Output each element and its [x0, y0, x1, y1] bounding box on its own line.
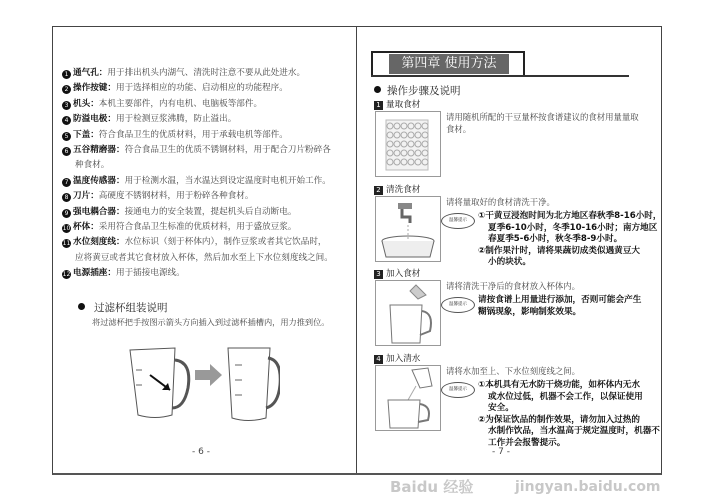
- tip-line: 工作并会报警提示。: [488, 437, 566, 448]
- chapter-title-box: [371, 51, 525, 77]
- step-title-text: 加入清水: [386, 354, 421, 364]
- tip-badge: 温馨提示: [441, 297, 475, 313]
- part-name: 机头：: [73, 98, 99, 109]
- part-description: 符合食品卫生的优质不锈钢材料，用于配合刀片粉碎各: [124, 145, 331, 155]
- tip-line: 或水位过低，机器不会工作，以保证使用: [488, 391, 643, 402]
- number-badge-icon: 3: [62, 101, 71, 110]
- step-3-text: 请将清洗干净后的食材放入杯体内。: [446, 281, 580, 291]
- part-item: [62, 143, 331, 158]
- step-4-illustration: [375, 365, 441, 431]
- tip-line: 安全。: [488, 403, 514, 413]
- part-name: 五谷精磨器：: [73, 145, 125, 155]
- number-badge-icon: 8: [62, 193, 71, 202]
- step-2-text: 请将量取好的食材清洗干净。: [446, 197, 555, 207]
- page-divider: [356, 26, 357, 473]
- number-badge-icon: 9: [62, 209, 71, 218]
- number-badge-icon: 1: [62, 70, 71, 79]
- filter-title-text: 过滤杯组装说明: [94, 302, 168, 314]
- part-description: 用于检测豆浆沸腾，防止溢出。: [115, 114, 237, 125]
- step-3-illustration: [375, 280, 441, 346]
- chapter-title: 第四章 使用方法: [389, 54, 509, 74]
- watermark-brand: Baidu 经验: [390, 478, 474, 496]
- part-item: [62, 189, 254, 204]
- part-description: 接通电力的安全装置，提起机头后自动断电。: [124, 206, 297, 217]
- part-description: 用于排出机头内湖气、清洗时注意不要从此处进水。: [107, 68, 306, 78]
- tip-line: 夏季6-10小时，冬季10-16小时；南方地区: [488, 222, 658, 233]
- tip-line: 请按食谱上用量进行添加，否则可能会产生: [478, 295, 642, 305]
- part-description: 采用符合食品卫生标准的优质材料，用于盛放豆浆。: [98, 222, 297, 232]
- part-name: 操作按键：: [73, 83, 116, 94]
- part-item: [62, 235, 327, 250]
- bullet-icon: [374, 86, 381, 93]
- section-title-text: 操作步骤及说明: [387, 85, 461, 97]
- number-badge-icon: 10: [62, 225, 71, 232]
- filter-cup-illustration: [120, 330, 280, 430]
- step-number-icon: 1: [374, 101, 383, 110]
- tip-line: ②制作果汁时，请将果蔬切成类似遇黄豆大: [478, 245, 640, 256]
- step-1-title: [374, 98, 420, 110]
- step-3-title: [374, 267, 420, 279]
- part-description: 符合食品卫生的优质材料，用于承载电机等部件。: [98, 129, 288, 140]
- tip-line: ②为保证饮品的制作效果，请勿加入过热的: [478, 414, 640, 425]
- part-item: [62, 266, 185, 281]
- tip-line: ①本机具有无水防干烧功能，如杯体内无水: [478, 380, 640, 390]
- part-item: [62, 112, 236, 127]
- part-name: 水位刻度线：: [73, 237, 125, 248]
- step-number-icon: 2: [374, 186, 383, 195]
- part-description: 用于插接电源线。: [115, 268, 185, 279]
- number-badge-icon: 5: [62, 132, 71, 141]
- step-1-text-cont: 食材。: [446, 124, 472, 134]
- part-item: [62, 220, 296, 235]
- part-item: [62, 81, 288, 96]
- part-item: [62, 174, 331, 189]
- part-name: 强电耦合器：: [73, 206, 125, 217]
- watermark-url: jingyan.baidu.com: [515, 479, 661, 495]
- part-item: [62, 97, 262, 112]
- tip-line: 水制作饮品，当水温高于规定温度时，机器不: [488, 426, 660, 436]
- arrow-icon: [195, 364, 222, 386]
- bullet-icon: [78, 303, 85, 310]
- page-number-right: - 7 -: [492, 447, 510, 457]
- number-badge-icon: 7: [62, 178, 71, 187]
- section-title: [374, 83, 461, 98]
- page-number-left: - 6 -: [192, 447, 210, 457]
- part-name: 防溢电极：: [73, 114, 116, 125]
- part-item: [62, 128, 288, 143]
- part-item: [62, 66, 305, 81]
- number-badge-icon: 12: [62, 271, 71, 279]
- step-title-text: 加入食材: [386, 269, 421, 279]
- number-badge-icon: 6: [62, 147, 71, 156]
- tip-line: ①干黄豆浸泡时间为北方地区春秋季8-16小时，: [478, 211, 662, 221]
- tip-line: 春夏季5-6小时，秋冬季8-9小时。: [488, 234, 623, 244]
- number-badge-icon: 2: [62, 85, 71, 94]
- part-name: 通气孔：: [73, 68, 108, 78]
- number-badge-icon: 4: [62, 116, 71, 125]
- chapter-underline: [371, 75, 629, 77]
- step-1-illustration: [375, 111, 441, 177]
- step-4-text: 请将水加至上、下水位刻度线之间。: [446, 366, 580, 376]
- part-description-cont: 应将黄豆或者其它食材放入杯体，然后加水至上下水位刻度线之间。: [75, 252, 333, 263]
- part-description: 用于检测水温，当水温达到设定温度时电机开始工作。: [124, 175, 331, 186]
- step-number-icon: 4: [374, 355, 383, 364]
- part-description: 用于选择相应的功能、启动相应的功能程序。: [115, 83, 288, 94]
- part-item: [62, 205, 296, 220]
- part-description: 水位标识（刻于杯体内），制作豆浆或者其它饮品时，: [124, 237, 327, 248]
- part-name: 温度传感器：: [73, 175, 125, 186]
- number-badge-icon: 11: [62, 240, 71, 248]
- tip-line: 小的块状。: [488, 257, 531, 267]
- part-name: 刀片：: [73, 191, 99, 202]
- tip-badge: 温馨提示: [441, 382, 475, 398]
- step-1-text: 请用随机所配的干豆量杯按食谱建议的食材用量量取: [446, 112, 639, 122]
- part-name: 电源插座：: [73, 268, 116, 279]
- step-4-title: [374, 352, 420, 364]
- step-2-illustration: [375, 196, 441, 262]
- part-description: 本机主要部件，内有电机、电脑板等部件。: [98, 98, 263, 109]
- part-description-cont: 种食材。: [75, 160, 110, 171]
- step-title-text: 清洗食材: [386, 185, 421, 195]
- part-name: 杯体：: [73, 222, 99, 232]
- step-title-text: 量取食材: [386, 100, 421, 110]
- filter-section-title: [78, 300, 168, 315]
- tip-line: 糊锅现象，影响制浆效果。: [478, 306, 582, 317]
- tip-badge: 温馨提示: [441, 213, 475, 229]
- filter-description: 将过滤杯把手按图示箭头方向插入到过滤杯插槽内，用力推到位。: [92, 317, 330, 327]
- step-number-icon: 3: [374, 270, 383, 279]
- step-2-title: [374, 183, 420, 195]
- part-name: 下盖：: [73, 129, 99, 140]
- part-description: 高硬度不锈钢材料，用于粉碎各种食材。: [98, 191, 254, 202]
